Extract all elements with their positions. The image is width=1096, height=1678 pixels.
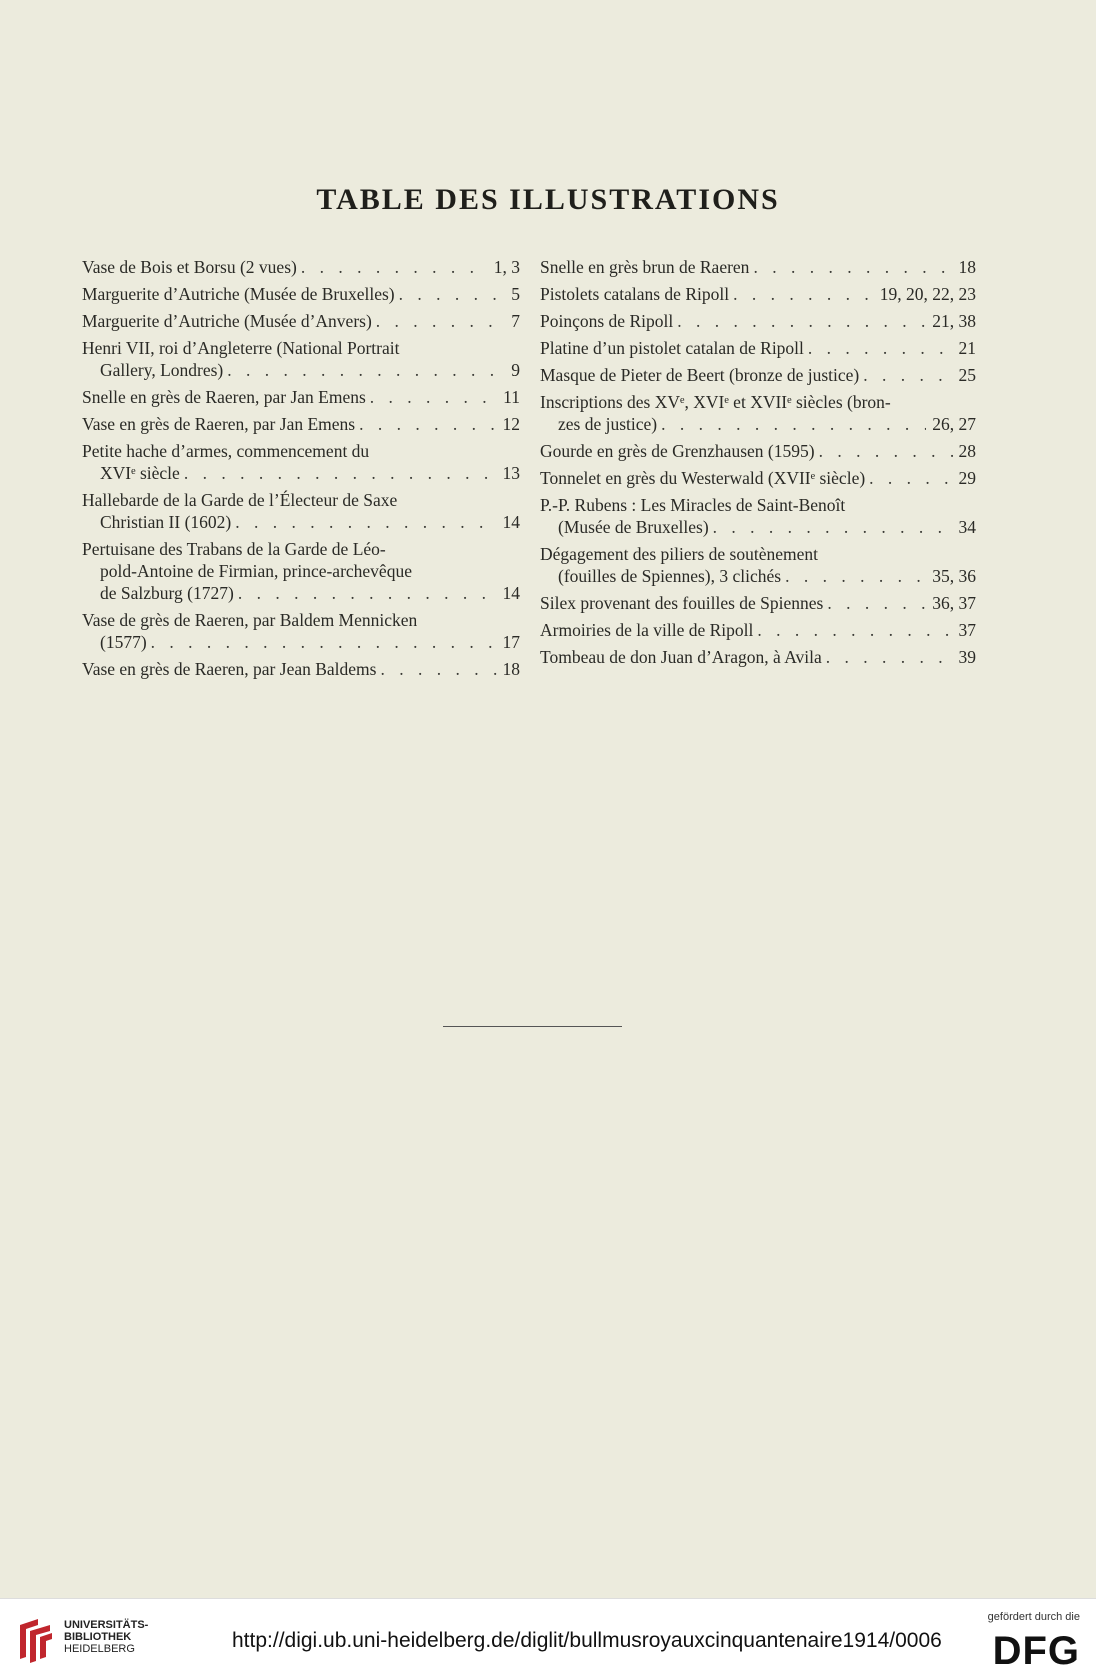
library-logo-icon: [16, 1617, 56, 1663]
entry-text-line: (1577): [100, 632, 147, 652]
toc-entry: [540, 337, 976, 359]
dot-leader: [709, 516, 953, 538]
entry-text-line: Poinçons de Ripoll: [540, 311, 674, 331]
dot-leader: [355, 413, 496, 435]
separator-rule: [443, 1026, 622, 1027]
dot-leader: [749, 256, 952, 278]
page-number: 14: [502, 512, 520, 532]
page-number: 5: [511, 284, 520, 304]
entry-text-line: (fouilles de Spiennes), 3 clichés: [558, 566, 782, 586]
dot-leader: [366, 386, 497, 408]
toc-entry: [82, 538, 520, 604]
library-line: BIBLIOTHEK: [64, 1631, 132, 1643]
toc-entry: [540, 310, 976, 332]
entry-text-line: zes de justice): [558, 414, 658, 434]
toc-entry: [82, 256, 520, 278]
page-number: 21: [958, 338, 976, 358]
toc-entry: [540, 592, 976, 614]
page-number: 11: [503, 387, 520, 407]
page-number: 26, 27: [932, 414, 976, 434]
entry-text-line: Pertuisane des Trabans de la Garde de Léo-: [82, 539, 386, 559]
entry-text-line: Gourde en grès de Grenzhausen (1595): [540, 441, 815, 461]
toc-entry: [540, 619, 976, 641]
dot-leader: [823, 592, 926, 614]
footer-bar: [0, 1598, 1096, 1678]
toc-entry: [540, 494, 976, 538]
entry-text-line: Snelle en grès de Raeren, par Jan Emens: [82, 387, 366, 407]
entry-text-line: Platine d’un pistolet catalan de Ripoll: [540, 338, 804, 358]
toc-entry: [540, 256, 976, 278]
page-number: 25: [958, 365, 976, 385]
entry-text-line: Hallebarde de la Garde de l’Électeur de Saxe: [82, 490, 398, 510]
dot-leader: [223, 359, 505, 381]
page-number: 14: [502, 583, 520, 603]
entry-text-line: P.-P. Rubens : Les Miracles de Saint-Benoît: [540, 495, 846, 515]
left-column: [82, 256, 520, 685]
dot-leader: [673, 310, 926, 332]
toc-entry: [540, 364, 976, 386]
dot-leader: [147, 631, 497, 653]
page-number: 39: [958, 647, 976, 667]
toc-entry: [82, 413, 520, 435]
toc-entry: [82, 337, 520, 381]
page-number: 19, 20, 22, 23: [879, 284, 976, 304]
page-number: 13: [502, 463, 520, 483]
dot-leader: [231, 511, 496, 533]
entry-text-line: Dégagement des piliers de soutènement: [540, 544, 818, 564]
library-line: UNIVERSITÄTS-: [64, 1619, 149, 1631]
entry-text-line: Marguerite d’Autriche (Musée de Bruxelles): [82, 284, 395, 304]
entry-text-line: Marguerite d’Autriche (Musée d’Anvers): [82, 311, 372, 331]
page-number: 28: [958, 441, 976, 461]
toc-entry: [82, 386, 520, 408]
page-number: 35, 36: [932, 566, 976, 586]
toc-entry: [82, 609, 520, 653]
page-number: 18: [958, 257, 976, 277]
entry-text-line: Inscriptions des XVᵉ, XVIᵉ et XVIIᵉ siècles (bron-: [540, 392, 891, 412]
permalink-url[interactable]: http://digi.ub.uni-heidelberg.de/diglit/bullmusroyauxcinquantenaire1914/0006: [232, 1629, 942, 1652]
entry-text-line: pold-Antoine de Firmian, prince-archevêque: [100, 561, 412, 581]
dfg-logo: DFG: [992, 1629, 1080, 1673]
entry-text-line: Petite hache d’armes, commencement du: [82, 441, 370, 461]
page-number: 7: [511, 311, 520, 331]
dot-leader: [865, 467, 952, 489]
toc-entry: [540, 646, 976, 668]
toc-entry: [540, 391, 976, 435]
entry-text-line: Snelle en grès brun de Raeren: [540, 257, 750, 277]
dot-leader: [781, 565, 926, 587]
entry-text-line: Vase en grès de Raeren, par Jan Emens: [82, 414, 356, 434]
entry-text-line: Tombeau de don Juan d’Aragon, à Avila: [540, 647, 822, 667]
page-number: 29: [958, 468, 976, 488]
entry-text-line: Vase de Bois et Borsu (2 vues): [82, 257, 297, 277]
dot-leader: [297, 256, 488, 278]
page-number: 36, 37: [932, 593, 976, 613]
toc-entry: [540, 467, 976, 489]
toc-entry: [82, 440, 520, 484]
entry-text-line: Armoiries de la ville de Ripoll: [540, 620, 754, 640]
entry-text-line: Masque de Pieter de Beert (bronze de justice): [540, 365, 860, 385]
dot-leader: [859, 364, 952, 386]
page-number: 12: [502, 414, 520, 434]
dot-leader: [657, 413, 926, 435]
dot-leader: [729, 283, 874, 305]
entry-text-line: de Salzburg (1727): [100, 583, 234, 603]
toc-entry: [540, 543, 976, 587]
page-number: 17: [502, 632, 520, 652]
toc-entry: [82, 489, 520, 533]
page-number: 21, 38: [932, 311, 976, 331]
entry-text-line: Gallery, Londres): [100, 360, 224, 380]
dot-leader: [234, 582, 497, 604]
toc-entry: [82, 283, 520, 305]
entry-text-line: Henri VII, roi d’Angleterre (National Portrait: [82, 338, 400, 358]
page-number: 1, 3: [493, 257, 520, 277]
entry-text-line: (Musée de Bruxelles): [558, 517, 709, 537]
dot-leader: [376, 658, 496, 680]
toc-entry: [82, 658, 520, 680]
dot-leader: [180, 462, 497, 484]
page-number: 37: [958, 620, 976, 640]
dot-leader: [815, 440, 953, 462]
entry-text-line: Vase en grès de Raeren, par Jean Baldems: [82, 659, 377, 679]
dot-leader: [372, 310, 505, 332]
dot-leader: [753, 619, 952, 641]
funding-note: gefördert durch die: [987, 1611, 1080, 1623]
toc-entry: [540, 283, 976, 305]
dot-leader: [804, 337, 953, 359]
entry-text-line: Silex provenant des fouilles de Spiennes: [540, 593, 824, 613]
library-name: [64, 1619, 148, 1655]
page-number: 9: [511, 360, 520, 380]
entry-text-line: XVIᵉ siècle: [100, 463, 180, 483]
entry-text-line: Christian II (1602): [100, 512, 232, 532]
page-title: TABLE DES ILLUSTRATIONS: [316, 183, 780, 216]
dot-leader: [395, 283, 506, 305]
library-line: HEIDELBERG: [64, 1643, 135, 1655]
entry-text-line: Vase de grès de Raeren, par Baldem Mennicken: [82, 610, 418, 630]
dot-leader: [822, 646, 953, 668]
right-column: [540, 256, 976, 673]
entry-text-line: Tonnelet en grès du Westerwald (XVIIᵉ siècle): [540, 468, 866, 488]
page-number: 18: [502, 659, 520, 679]
toc-entry: [540, 440, 976, 462]
page-number: 34: [958, 517, 976, 537]
toc-entry: [82, 310, 520, 332]
entry-text-line: Pistolets catalans de Ripoll: [540, 284, 730, 304]
